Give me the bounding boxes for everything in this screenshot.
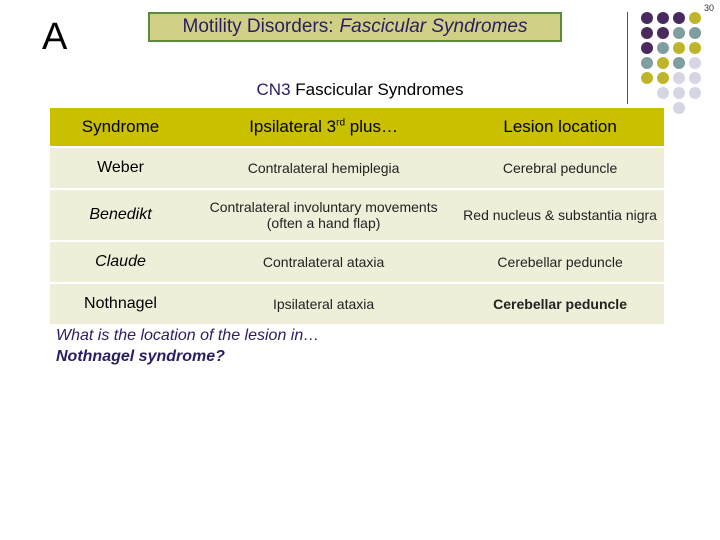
decorative-dot (641, 27, 653, 39)
location-cell: Cerebellar peduncle (456, 241, 664, 283)
decorative-dot (657, 42, 669, 54)
syndromes-table (50, 108, 664, 326)
decorative-dot (673, 12, 685, 24)
decorative-dot (657, 57, 669, 69)
table-title-rest: Fascicular Syndromes (295, 80, 464, 99)
title-italic: Fascicular Syndromes (339, 16, 528, 37)
decorative-dot (689, 12, 701, 24)
decorative-dot (673, 102, 685, 114)
finding-cell: Contralateral ataxia (191, 241, 456, 283)
decorative-dot (689, 27, 701, 39)
decorative-dot (673, 57, 685, 69)
table-row (50, 241, 664, 283)
finding-cell: Contralateral involuntary movements (often a hand flap) (191, 189, 456, 241)
table-title-cn: CN3 (256, 80, 291, 99)
syndrome-cell: Claude (50, 241, 191, 283)
decorative-dot (641, 42, 653, 54)
syndrome-cell: Nothnagel (50, 283, 191, 325)
table-header-row (50, 108, 664, 147)
question-line-2: Nothnagel syndrome? (56, 347, 225, 365)
decorative-dot (657, 12, 669, 24)
title-main: Motility Disorders: (182, 16, 334, 37)
header-lesion-location: Lesion location (456, 108, 664, 147)
table-row (50, 283, 664, 325)
syndrome-cell: Benedikt (50, 189, 191, 241)
question-line-1: What is the location of the lesion in… (56, 327, 320, 344)
decorative-dot (641, 57, 653, 69)
table-row (50, 189, 664, 241)
location-cell: Red nucleus & substantia nigra (456, 189, 664, 241)
finding-cell: Ipsilateral ataxia (191, 283, 456, 325)
location-cell: Cerebral peduncle (456, 147, 664, 189)
table-row (50, 147, 664, 189)
decorative-dot (689, 42, 701, 54)
finding-cell: Contralateral hemiplegia (191, 147, 456, 189)
question-text (56, 326, 319, 368)
decorative-dot (657, 27, 669, 39)
decorative-dot (673, 27, 685, 39)
syndrome-cell: Weber (50, 147, 191, 189)
decorative-dot (689, 57, 701, 69)
decorative-dot (673, 42, 685, 54)
header-syndrome: Syndrome (50, 108, 191, 147)
slide-title (148, 12, 562, 42)
decorative-dot (641, 12, 653, 24)
header-ipsilateral: Ipsilateral 3rd plus… (191, 108, 456, 147)
location-cell: Cerebellar peduncle (456, 283, 664, 325)
section-letter: A (42, 16, 68, 58)
table-title (0, 80, 720, 100)
slide-number: 30 (703, 3, 714, 13)
